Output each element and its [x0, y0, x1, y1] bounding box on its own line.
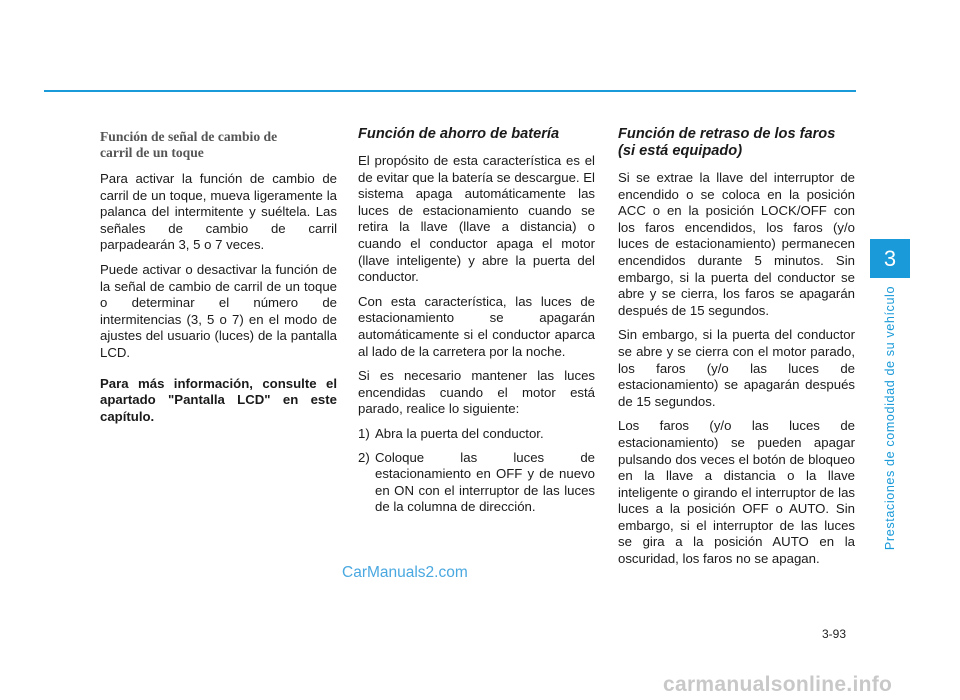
- list-number: 1): [358, 425, 370, 441]
- list-item: [358, 426, 595, 443]
- list-item: [358, 450, 595, 516]
- paragraph: Con esta característica, las luces de estacionamiento se apagarán automáticamente si el conductor aparca al lado de la carretera por la noche.: [358, 293, 595, 359]
- chapter-title: Prestaciones de comodidad de su vehículo: [883, 285, 898, 550]
- list-number: 2): [358, 449, 370, 465]
- chapter-side-label: [878, 285, 902, 550]
- header-rule: [44, 90, 856, 92]
- section-heading-lane-change: [100, 129, 337, 160]
- heading-line-2: carril de un toque: [100, 144, 204, 160]
- paragraph: Si se extrae la llave del interruptor de encendido o se coloca en la posición ACC o en la posición LOCK/OFF con los faros encendidos, los faros (y/o luces de estacionamiento) permanecen encendidos durante 5 minutos. Sin embargo, si la puerta del conductor se abre y se cierra, los faros se apagarán después de 15 segundos.: [618, 170, 855, 318]
- heading-line-1: Función de señal de cambio de: [100, 129, 278, 144]
- paragraph: Para activar la función de cambio de carril de un toque, mueva ligeramente la palanca del intermitente y suéltela. Las señales de cambio de carril parpadearán 3, 5 o 7 veces.: [100, 171, 337, 253]
- list-text: Abra la puerta del conductor.: [375, 425, 544, 441]
- column-battery-saver: [358, 126, 595, 523]
- paragraph: Si es necesario mantener las luces encendidas cuando el motor está parado, realice lo siguiente:: [358, 368, 595, 417]
- reference-note: Para más información, consulte el apartado "Pantalla LCD" en este capítulo.: [100, 375, 337, 424]
- column-lane-change: [100, 126, 337, 433]
- column-headlight-delay: [618, 126, 855, 576]
- heading-line-2: (si está equipado): [618, 143, 743, 159]
- watermark-link[interactable]: CarManuals2.com: [342, 564, 468, 581]
- footer-watermark: carmanualsonline.info: [663, 673, 893, 696]
- list-text: Coloque las luces de estacionamiento en OFF y de nuevo en ON con el interruptor de las luces de la columna de dirección.: [375, 449, 595, 515]
- section-heading-battery-saver: Función de ahorro de batería: [358, 126, 560, 142]
- chapter-tab: 3: [870, 239, 910, 278]
- page-number: 3-93: [822, 627, 847, 641]
- paragraph: Sin embargo, si la puerta del conductor se abre y se cierra con el motor parado, los faros (y/o las luces de estacionamiento) se apagarán después de 15 segundos.: [618, 327, 855, 409]
- paragraph: El propósito de esta característica es el de evitar que la batería se descargue. El sistema apaga automáticamente las luces de estacionamiento cuando se retira la llave (llave a distancia) o cuando el conductor apaga el motor (llave inteligente) y abre la puerta del conductor.: [358, 153, 595, 285]
- paragraph: Puede activar o desactivar la función de la señal de cambio de carril de un toque o determinar el número de intermitencias (3, 5 o 7) en el modo de ajustes del usuario (luces) de la pantalla LCD.: [100, 261, 337, 360]
- paragraph: Los faros (y/o las luces de estacionamiento) se pueden apagar pulsando dos veces el botón de bloqueo en la llave a distancia o la llave inteligente o girando el interruptor de las luces a la posición OFF o AUTO. Sin embargo, si el interruptor de las luces se gira a la posición AUTO en la oscuridad, los faros no se apagan.: [618, 418, 855, 567]
- heading-line-1: Función de retraso de los faros: [618, 126, 836, 142]
- section-heading-headlight-delay: [618, 126, 855, 160]
